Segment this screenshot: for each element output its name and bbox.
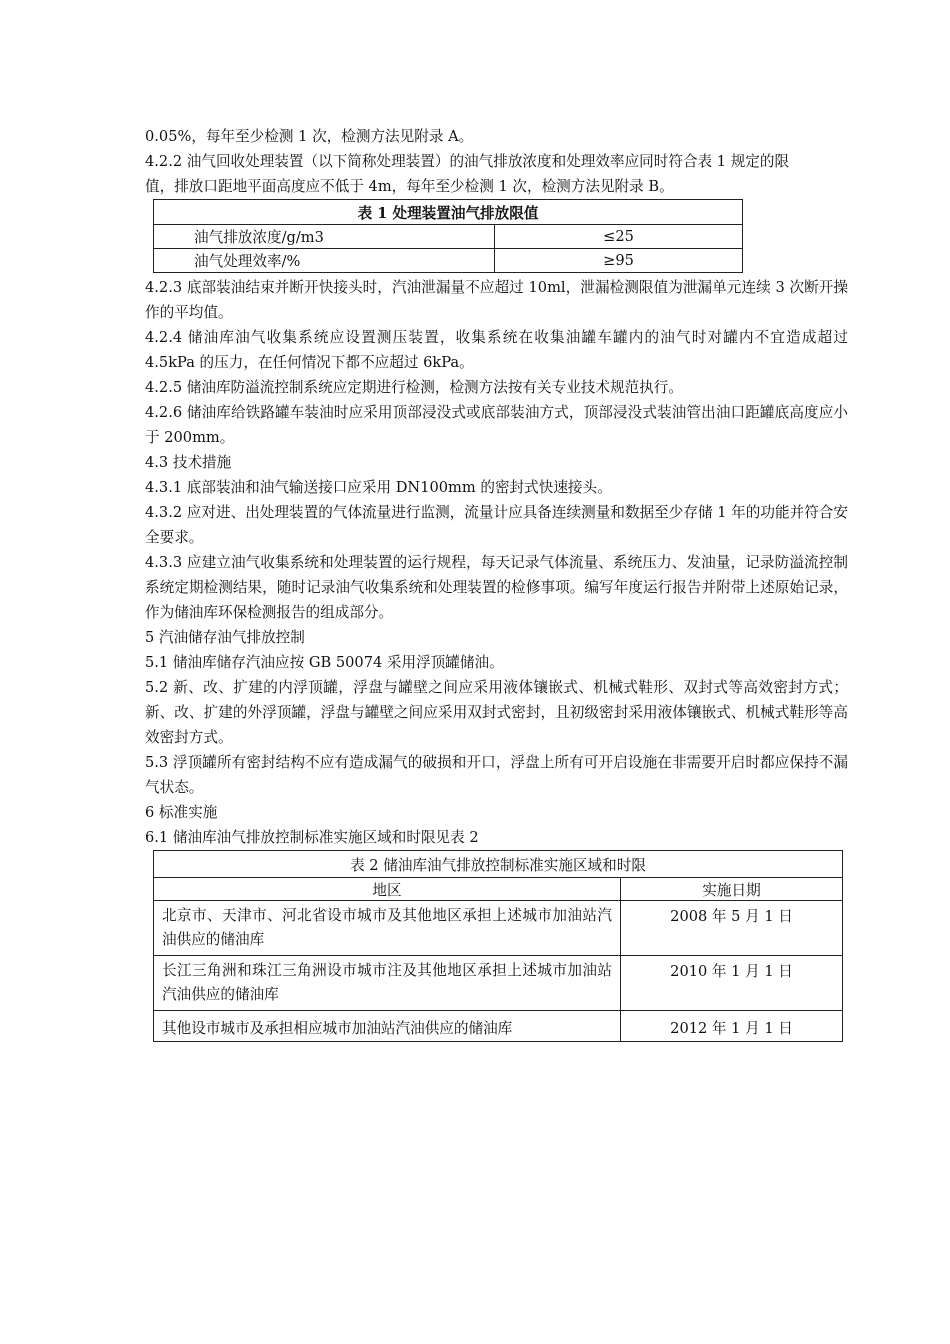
paragraph: 5.2 新、改、扩建的内浮顶罐，浮盘与罐壁之间应采用液体镶嵌式、机械式鞋形、双封式等高效密封方式；新、改、扩建的外浮顶罐，浮盘与罐壁之间应采用双封式密封，且初级密封采用液体镶嵌式、机械式鞋形等高效密封方式。	[145, 679, 848, 746]
table-header-row	[154, 878, 843, 901]
paragraph: 4.3.2 应对进、出处理装置的气体流量进行监测，流量计应具备连续测量和数据至少存储 1 年的功能并符合安全要求。	[145, 504, 848, 546]
table-2-title: 表 2 储油库油气排放控制标准实施区域和时限	[154, 851, 843, 878]
table-1	[153, 199, 743, 273]
table-2	[153, 850, 843, 1042]
paragraph: 4.2.4 储油库油气收集系统应设置测压装置，收集系统在收集油罐车罐内的油气时对罐内不宜造成超过 4.5kPa 的压力，在任何情况下都不应超过 6kPa。	[145, 329, 848, 371]
table-row	[154, 901, 843, 956]
table-row	[154, 956, 843, 1011]
table-cell-value: ≥95	[495, 249, 743, 273]
table-cell-region: 长江三角洲和珠江三角洲设市城市注及其他地区承担上述城市加油站汽油供应的储油库	[154, 956, 621, 1011]
table-row	[154, 1011, 843, 1042]
table-cell-region: 北京市、天津市、河北省设市城市及其他地区承担上述城市加油站汽油供应的储油库	[154, 901, 621, 956]
table-cell-date: 2012 年 1 月 1 日	[621, 1011, 843, 1042]
paragraph: 4.2.6 储油库给铁路罐车装油时应采用顶部浸没式或底部装油方式，顶部浸没式装油管出油口距罐底高度应小于 200mm。	[145, 404, 848, 446]
paragraph: 5.3 浮顶罐所有密封结构不应有造成漏气的破损和开口，浮盘上所有可开启设施在非需要开启时都应保持不漏气状态。	[145, 754, 848, 796]
table-1-title: 表 1 处理装置油气排放限值	[154, 200, 743, 225]
table-row	[154, 249, 743, 273]
paragraph: 4.3.3 应建立油气收集系统和处理装置的运行规程，每天记录气体流量、系统压力、发油量，记录防溢流控制系统定期检测结果，随时记录油气收集系统和处理装置的检修事项。编写年度运行报告并附带上述原始记录，作为储油库环保检测报告的组成部分。	[145, 554, 848, 621]
table-cell-label: 油气处理效率/%	[154, 249, 495, 273]
paragraph: 4.2.3 底部装油结束并断开快接头时，汽油泄漏量不应超过 10ml，泄漏检测限值为泄漏单元连续 3 次断开操作的平均值。	[145, 279, 848, 321]
table-cell-date: 2008 年 5 月 1 日	[621, 901, 843, 956]
section-heading: 6 标准实施	[145, 804, 218, 821]
column-header-region: 地区	[154, 878, 621, 901]
paragraph: 4.2.5 储油库防溢流控制系统应定期进行检测，检测方法按有关专业技术规范执行。	[145, 379, 683, 396]
paragraph: 值，排放口距地平面高度应不低于 4m，每年至少检测 1 次，检测方法见附录 B。	[145, 178, 674, 195]
table-cell-date: 2010 年 1 月 1 日	[621, 956, 843, 1011]
column-header-date: 实施日期	[621, 878, 843, 901]
paragraph: 6.1 储油库油气排放控制标准实施区域和时限见表 2	[145, 829, 479, 846]
paragraph: 5.1 储油库储存汽油应按 GB 50074 采用浮顶罐储油。	[145, 654, 504, 671]
table-row	[154, 225, 743, 249]
section-heading: 5 汽油储存油气排放控制	[145, 629, 305, 646]
table-cell-value: ≤25	[495, 225, 743, 249]
section-heading: 4.3 技术措施	[145, 454, 232, 471]
paragraph: 0.05%，每年至少检测 1 次，检测方法见附录 A。	[145, 128, 474, 145]
paragraph: 4.2.2 油气回收处理装置（以下简称处理装置）的油气排放浓度和处理效率应同时符合表 1 规定的限	[145, 153, 790, 170]
paragraph: 4.3.1 底部装油和油气输送接口应采用 DN100mm 的密封式快速接头。	[145, 479, 612, 496]
document-page	[145, 124, 848, 1042]
table-cell-region: 其他设市城市及承担相应城市加油站汽油供应的储油库	[154, 1011, 621, 1042]
table-cell-label: 油气排放浓度/g/m3	[154, 225, 495, 249]
